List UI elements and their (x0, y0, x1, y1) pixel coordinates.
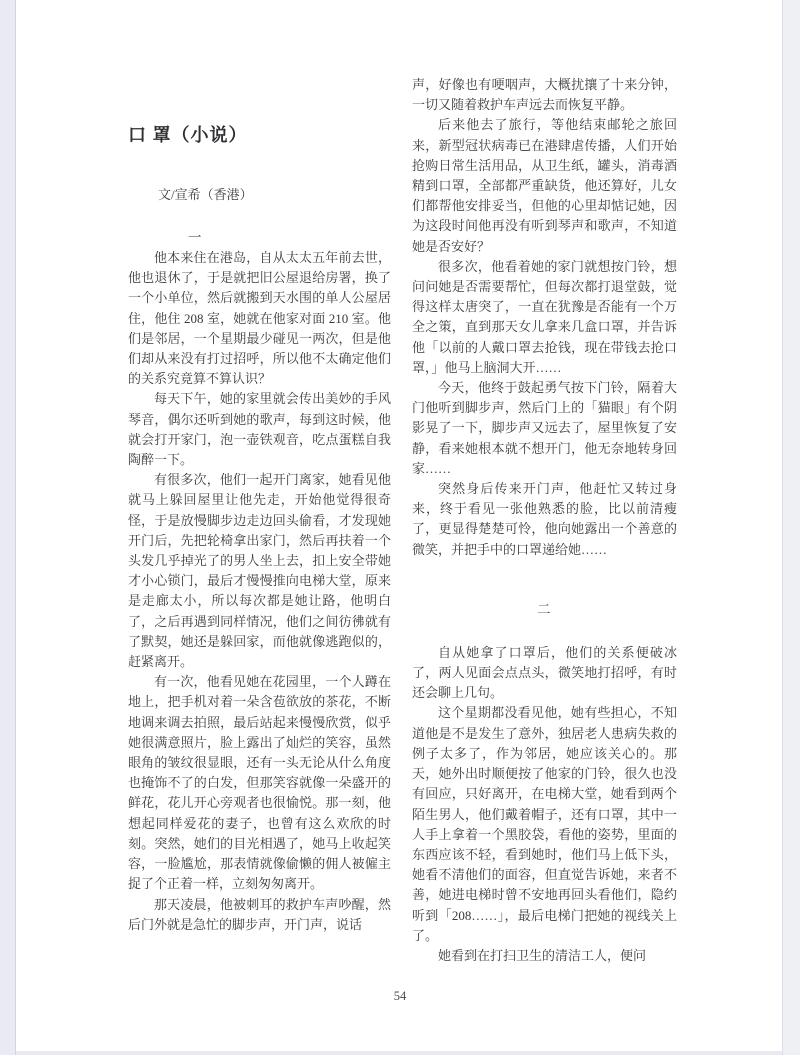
paragraph: 自从她拿了口罩后，他们的关系便破冰了，两人见面会点点头，微笑地打招呼，有时还会聊上几句。 (412, 644, 677, 701)
article-byline: 文/宣希（香港） (158, 187, 253, 202)
scan-edge-right (782, 0, 800, 1055)
paragraph: 很多次，他看着她的家门就想按门铃，想问问她是否需要帮忙，但每次都打退堂鼓，觉得这样太唐突了，一直在犹豫是否能有一个万全之策，直到那天女儿拿来几盒口罩，并告诉他「以前的人戴口罩去抢钱，现在带钱去抢口罩，」他马上脑洞大开…… (412, 258, 677, 375)
paragraph: 她看到在打扫卫生的清洁工人，便问 (438, 947, 647, 963)
paragraph: 每天下午，她的家里就会传出美妙的手风琴音，偶尔还听到她的歌声，每到这时候，他就会打开家门，泡一壶铁观音，吃点蛋糕自我陶醉一下。 (128, 391, 391, 468)
section-one-heading: 一 (188, 230, 202, 245)
scan-edge-bottom (16, 1051, 782, 1055)
paragraph: 有一次，他看见她在花园里，一个人蹲在地上，把手机对着一朵含苞欲放的茶花，不断地调来调去拍照，最后站起来慢慢欣赏，似乎她很满意照片，脸上露出了灿烂的笑容，虽然眼角的皱纹很显眼，还有一头无论从什么角度也掩饰不了的白发，但那笑容就像一朵盛开的鲜花，花儿开心旁观者也很愉悦。那一刻，他想起同样爱花的妻子，也曾有这么欢欣的时刻。突然，她们的目光相遇了，她马上收起笑容，一脸尴尬，那表情就像偷懒的佣人被僱主捉了个正着一样，立刻匆匆离开。 (128, 674, 391, 892)
paragraph: 那天凌晨，他被刺耳的救护车声吵醒，然后门外就是急忙的脚步声，开门声，说话 (128, 896, 391, 932)
paragraph: 今天，他终于鼓起勇气按下门铃，隔着大门他听到脚步声，然后门上的「猫眼」有个阴影晃了一下，脚步声又远去了，屋里恢复了安静，看来她根本就不想开门，他无奈地转身回家…… (412, 380, 677, 476)
paragraph: 这个星期都没看见他，她有些担心，不知道他是不是发生了意外，独居老人患病失救的例子太多了，作为邻居，她应该关心的。那天，她外出时顺便按了他家的门铃，很久也没有回应，只好离开，在电梯大堂，她看到两个陌生男人，他们戴着帽子，还有口罩，其中一人手上拿着一个黑胶袋，看他的姿势，里面的东西应该不轻，看到她时，他们马上低下头，她看不清他们的面容，但直觉告诉她，来者不善，她进电梯时曾不安地再回头看他们，隐约听到「208……」，最后电梯门把她的视线关上了。 (412, 705, 677, 943)
paragraph: 他本来住在港岛，自从太太五年前去世，他也退休了，于是就把旧公屋退给房署，换了一个小单位，然后就搬到天水围的单人公屋居住，他住 208 室，她就在他家对面 210 室。他们是邻居，一个星期最少碰见一两次，但是他们却从来没有打过招呼，所以他不太确定他们的关系究竟算不算认识？ (128, 250, 391, 387)
scan-edge-left (0, 0, 16, 1055)
left-column (128, 121, 391, 935)
right-column (412, 75, 677, 966)
section-two-heading: 二 (537, 601, 551, 617)
article-title: 口 罩（小说） (128, 125, 248, 145)
page-number: 54 (393, 989, 407, 1003)
paragraph: 有很多次，他们一起开门离家，她看见他就马上躲回屋里让他先走，开始他觉得很奇怪，于是放慢脚步边走边回头偷看，才发现她开门后，先把轮椅拿出家门，然后再扶着一个头发几乎掉光了的男人坐上去，扣上安全带她才小心锁门，最后才慢慢推向电梯大堂，原来是走廊太小，所以每次都是她让路，他明白了，之后再遇到同样情况，他们之间彷彿就有了默契，她还是躲回家，而他就像逃跑似的，赶紧离开。 (128, 472, 391, 670)
paragraph-continuation: 声，好像也有哽咽声，大概扰攘了十来分钟，一切又随着救护车声远去而恢复平静。 (412, 77, 677, 113)
paragraph: 突然身后传来开门声，他赶忙又转过身来，终于看见一张他熟悉的脸，比以前清瘦了，更显得楚楚可怜，他向她露出一个善意的微笑，并把手中的口罩递给她…… (412, 481, 677, 557)
paragraph: 后来他去了旅行，等他结束邮轮之旅回来，新型冠状病毒已在港肆虐传播，人们开始抢购日常生活用品，从卫生纸，罐头，消毒酒精到口罩，全部都严重缺货，他还算好，儿女们都帮他安排妥当，但他的心里却惦记她，因为这段时间他再没有听到琴声和歌声，不知道她是否安好？ (412, 117, 677, 254)
